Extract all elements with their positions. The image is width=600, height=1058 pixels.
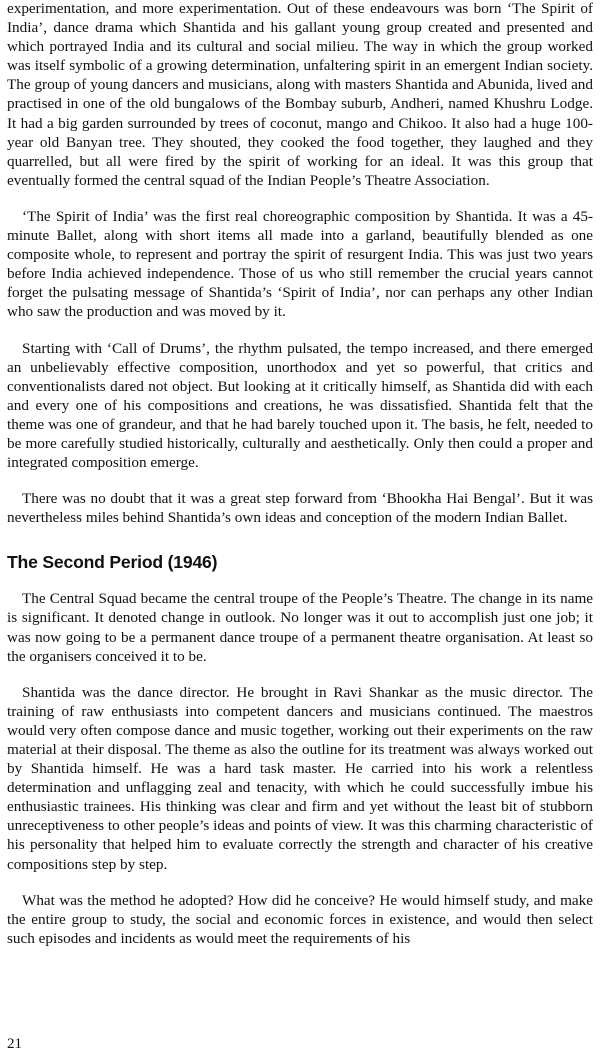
- paragraph-first-choreographic-composition: ‘The Spirit of India’ was the first real choreographic composition by Shantida. It was a 45-minute Ballet, along with short items all made into a garland, beautifully blended as one composite whole, to represent and portray the spirit of resurgent India. This was just two years before India achieved independence. Those of us who still remember the crucial years cannot forget the pulsating message of Shantida’s ‘Spirit of India’, nor can perhaps any other Indian who saw the production and was moved by it.: [7, 207, 593, 321]
- paragraph-method: What was the method he adopted? How did he conceive? He would himself study, and make the entire group to study, the social and economic forces in existence, and would then select such episodes and incidents as would meet the requirements of his: [7, 891, 593, 947]
- section-heading-second-period: The Second Period (1946): [7, 552, 218, 573]
- paragraph-call-of-drums: Starting with ‘Call of Drums’, the rhythm pulsated, the tempo increased, and there emerged an unbelievably effective composition, unorthodox and yet so powerful, that critics and conventionalists dared not object. But looking at it critically himself, as Shantida did with each and every one of his compositions and creations, he was dissatisfied. Shantida felt that the theme was one of grandeur, and that he had barely touched upon it. The basis, he felt, needed to be more carefully studied historically, culturally and aesthetically. Only then could a proper and integrated composition emerge.: [7, 339, 593, 472]
- paragraph-central-squad: The Central Squad became the central troupe of the People’s Theatre. The change in its name is significant. It denoted change in outlook. No longer was it out to accomplish just one job; it was now going to be a permanent dance troupe of a permanent theatre organisation. At least so the organisers conceived it to be.: [7, 590, 593, 665]
- paragraph-step-forward: There was no doubt that it was a great step forward from ‘Bhookha Hai Bengal’. But it was nevertheless miles behind Shantida’s own ideas and conception of the modern Indian Ballet.: [7, 490, 593, 527]
- paragraph-dance-director: Shantida was the dance director. He brought in Ravi Shankar as the music director. The training of raw enthusiasts into competent dancers and musicians continued. The maestros would very often compose dance and music together, working out their experiments on the raw material at their disposal. The theme as also the outline for its treatment was always worked out by Shantida himself. He was a hard task master. He carried into his work a relentless determination and unflagging zeal and tenacity, with which he could successfully imbue his enthusiastic trainees. His thinking was clear and firm and yet without the least bit of stubborn unreceptiveness to other people’s ideas and points of view. It was this charming characteristic of his personality that helped him to evaluate correctly the strength and character of his creative compositions step by step.: [7, 683, 593, 873]
- page-number: 21: [7, 1036, 22, 1052]
- paragraph-spirit-of-india-origin: experimentation, and more experimentation. Out of these endeavours was born ‘The Spirit of India’, dance drama which Shantida and his gallant young group created and presented and which portrayed India and its cultural and social milieu. The way in which the group worked was itself symbolic of a growing determination, unfaltering spirit in an emergent Indian society. The group of young dancers and musicians, along with masters Shantida and Abunida, lived and practised in one of the old bungalows of the Bombay suburb, Andheri, named Khushru Lodge. It had a big garden surrounded by trees of coconut, mango and Chikoo. It also had a huge 100-year old Banyan tree. They shouted, they cooked the food together, they laughed and they quarrelled, but all were fired by the spirit of working for an ideal. It was this group that eventually formed the central squad of the Indian People’s Theatre Association.: [7, 0, 593, 189]
